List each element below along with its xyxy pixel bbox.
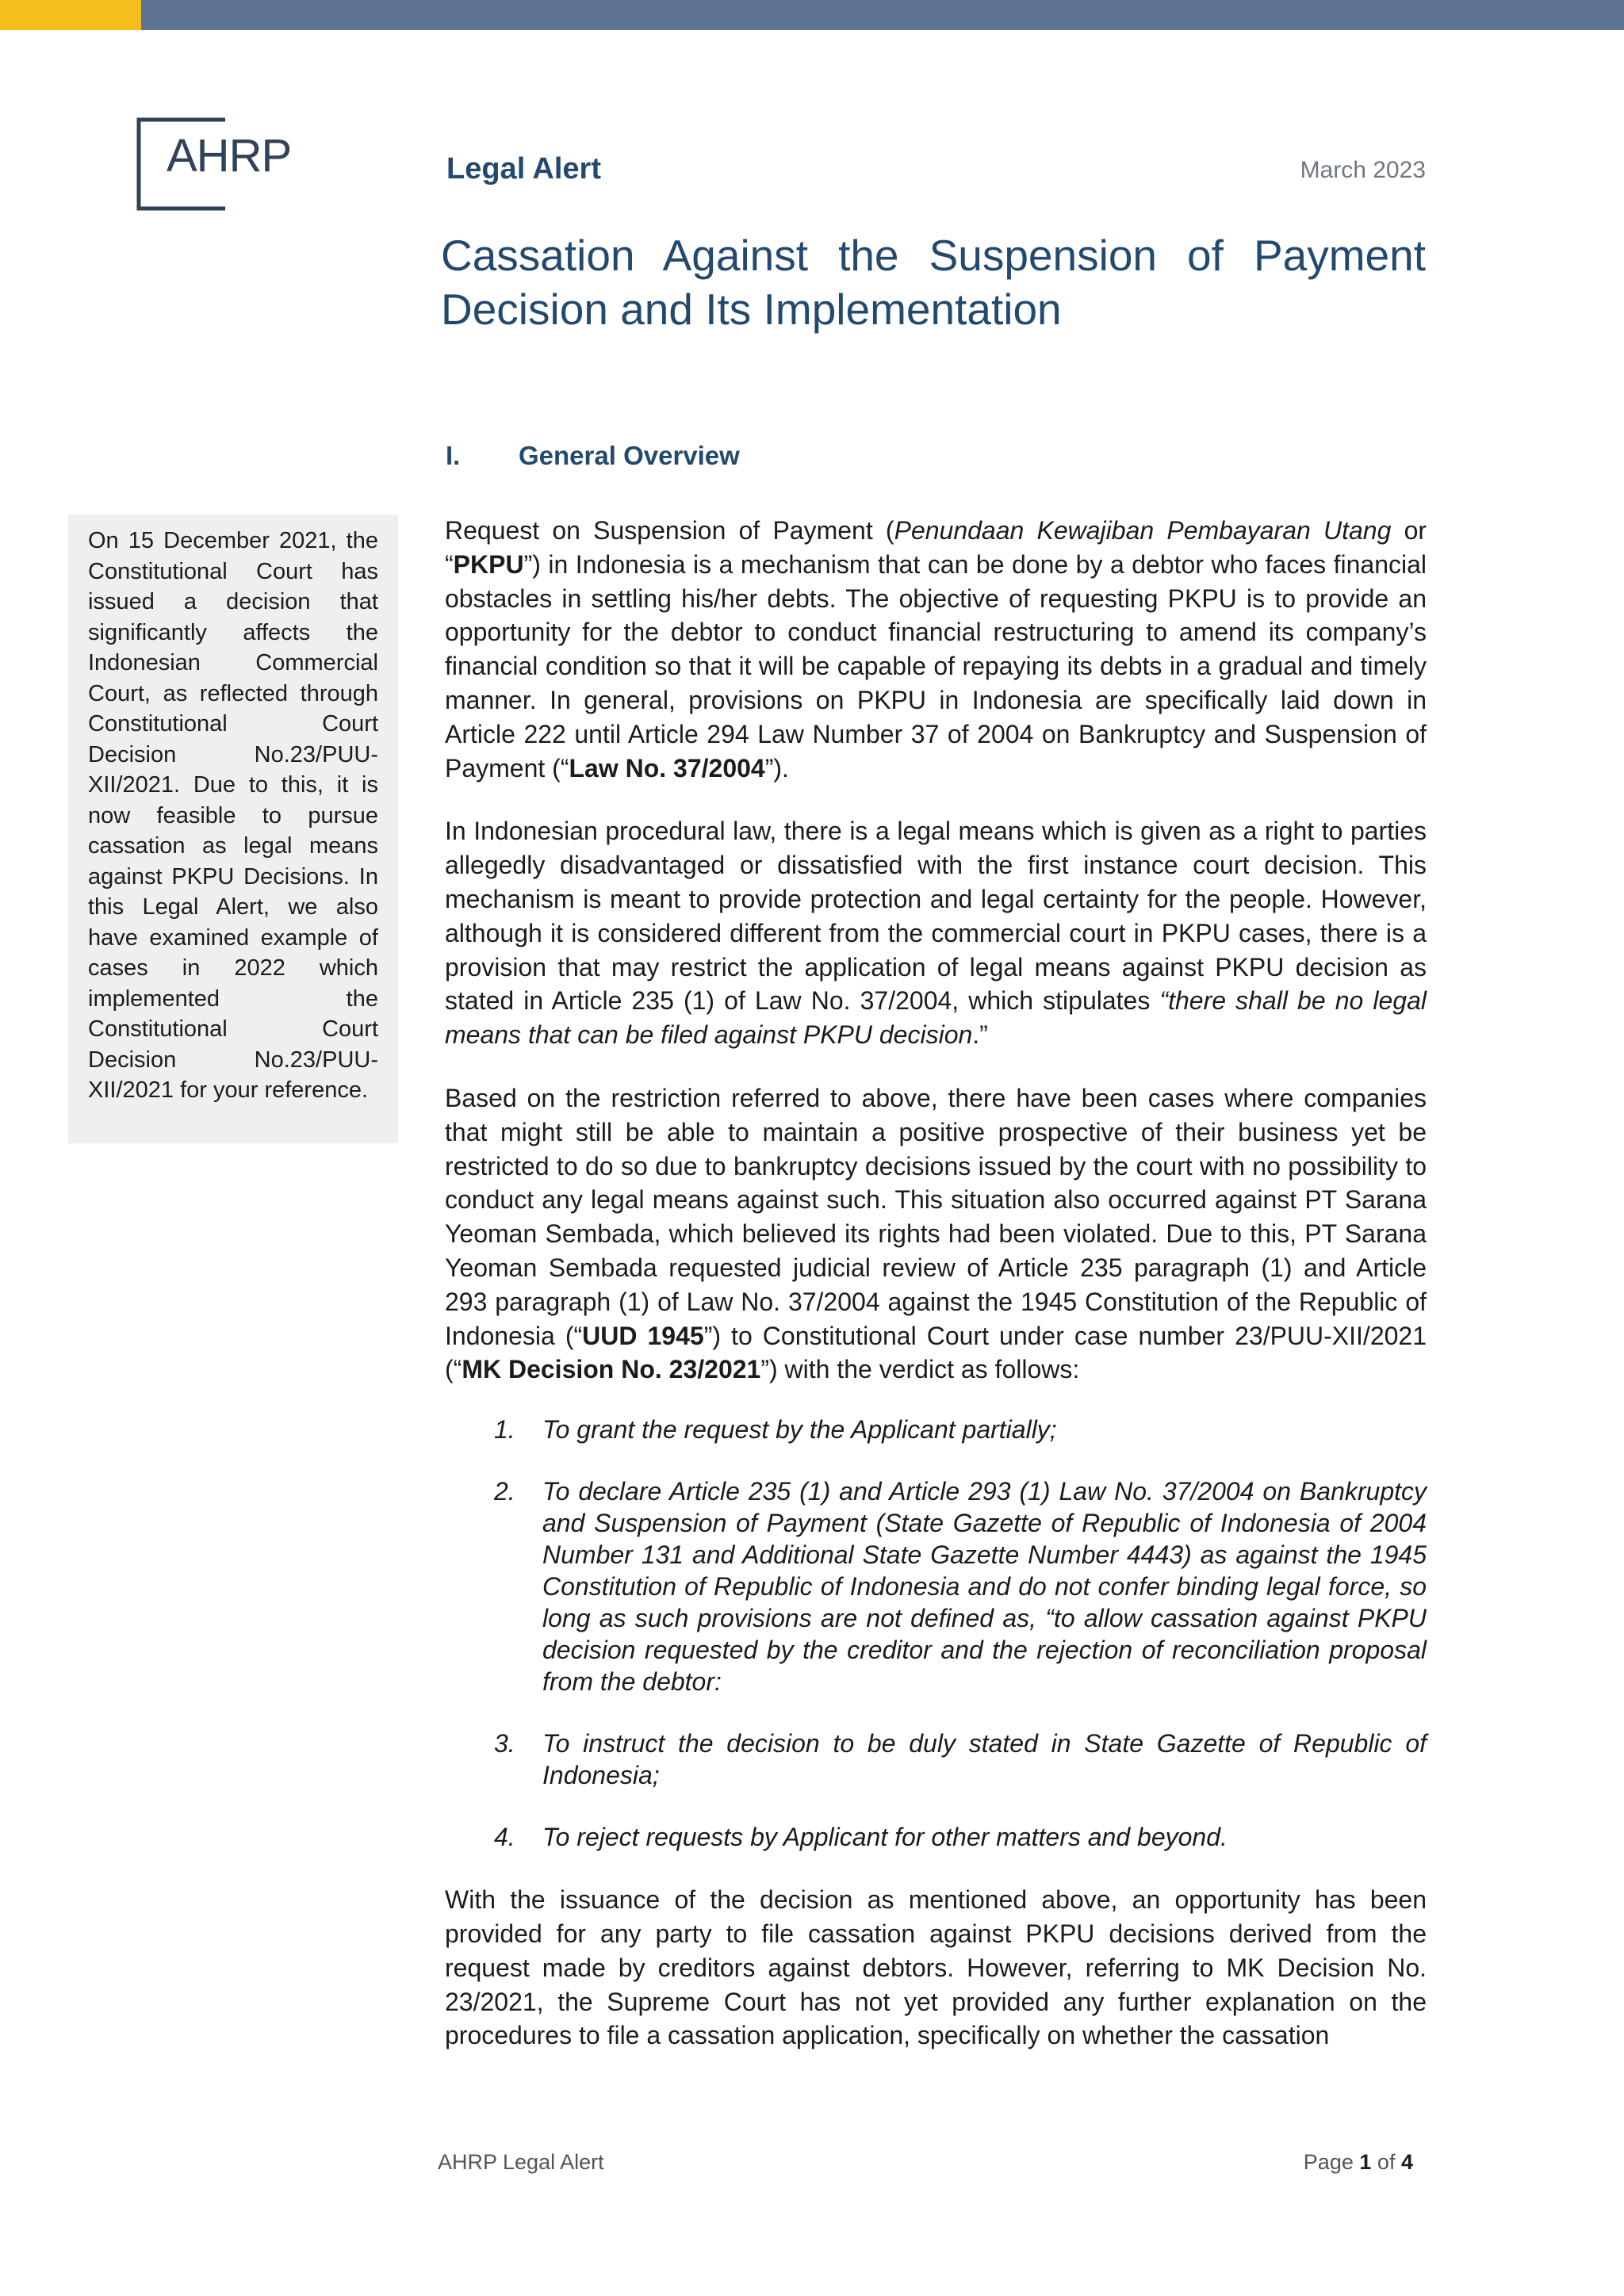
text-run-bold: Law No. 37/2004 [569, 753, 765, 783]
text-run: In Indonesian procedural law, there is a legal means which is given as a right to parties allegedly disadvantaged or dissatisfied with the first instance court decision. This mechanism is meant to provide protection and legal certainty for the people. However, although it is considered different from the commercial court in PKPU cases, there is a provision that may restrict the application of legal means against PKPU decision as stated in Article 235 (1) of Law No. 37/2004, which stipulates [445, 817, 1427, 1016]
footer-page-number [1304, 2150, 1413, 2175]
list-item [445, 1475, 1427, 1697]
list-item [445, 1821, 1427, 1853]
list-number: 3. [494, 1729, 515, 1758]
text-run-italic: Penundaan Kewajiban Pembayaran Utang [894, 516, 1392, 545]
list-number: 1. [494, 1415, 515, 1445]
paragraph-cassation-opportunity: With the issuance of the decision as mentioned above, an opportunity has been provided for any party to file cassation against PKPU decisions derived from the request made by creditors against debtors. However, referring to MK Decision No. 23/2021, the Supreme Court has not yet provided any further explanation on the procedures to file a cassation application, specifically on whether the cassation [445, 1885, 1427, 2050]
ahrp-logo [136, 117, 295, 211]
list-item [445, 1414, 1427, 1445]
list-text: To reject requests by Applicant for other matters and beyond. [542, 1823, 1228, 1852]
text-run: Request on Suspension of Payment ( [445, 516, 894, 545]
page-total: 4 [1400, 2150, 1413, 2174]
top-accent-bar [0, 0, 141, 30]
list-text: To instruct the decision to be duly stated in State Gazette of Republic of Indonesia; [542, 1729, 1427, 1790]
page-of: of [1377, 2150, 1396, 2174]
document-type-label: Legal Alert [446, 152, 601, 186]
text-run-bold: PKPU [453, 549, 524, 579]
section-title: General Overview [519, 441, 740, 470]
list-text: To declare Article 235 (1) and Article 293 (1) Law No. 37/2004 on Bankruptcy and Suspension of Payment (State Gazette of Republic of Indonesia of 2004 Number 131 and Additional State Gazette Number 4443) as against the 1945 Constitution of Republic of Indonesia and do not confer binding legal force, so long as such provisions are not defined as, “to allow cassation against PKPU decision requested by the creditor and the rejection of reconciliation proposal from the debtor: [542, 1477, 1427, 1697]
text-run: or “ [445, 516, 1427, 579]
verdict-list [445, 1414, 1427, 1853]
section-heading [446, 441, 740, 471]
list-number: 4. [494, 1823, 515, 1852]
text-run: Based on the restriction referred to above, there have been cases where companies that might still be able to maintain a positive prospective of their business yet be restricted to do so due to bankruptcy decisions issued by the court with no possibility to conduct any legal means against such. This situation also occurred against PT Sarana Yeoman Sembada, which believed its rights had been violated. Due to this, PT Sarana Yeoman Sembada requested judicial review of Article 235 paragraph (1) and Article 293 paragraph (1) of Law No. 37/2004 against the 1945 Constitution of the Republic of Indonesia (“ [445, 1083, 1427, 1350]
page-label: Page [1303, 2150, 1354, 2174]
list-item [445, 1728, 1427, 1791]
list-text: To grant the request by the Applicant partially; [542, 1415, 1057, 1445]
summary-sidebar [68, 515, 398, 1143]
paragraph-judicial-review [445, 1081, 1427, 1387]
text-run-bold: UUD 1945 [582, 1321, 704, 1350]
document-title: Cassation Against the Suspension of Payment Decision and Its Implementation [441, 231, 1426, 334]
sidebar-text: On 15 December 2021, the Constitutional Court has issued a decision that significantly affects the Indonesian Commercial Court, as reflected through Constitutional Court Decision No.23/PUU-XII/2021. Due to this, it is now feasible to pursue cassation as legal means against PKPU Decisions. In this Legal Alert, we also have examined example of cases in 2022 which implemented the Constitutional Court Decision No.23/PUU-XII/2021 for your reference. [88, 528, 378, 1103]
text-run-italic: “there shall be no legal means that can be filed against PKPU decision [445, 986, 1427, 1050]
paragraph-pkpu-intro [445, 514, 1427, 785]
text-run: .” [972, 1020, 988, 1050]
footer-publication: AHRP Legal Alert [438, 2150, 604, 2174]
text-run-bold: MK Decision No. 23/2021 [462, 1355, 761, 1384]
paragraph-legal-means [445, 814, 1427, 1052]
section-number: I. [446, 441, 461, 470]
text-run: ”). [764, 753, 789, 783]
text-run: ”) with the verdict as follows: [760, 1355, 1080, 1384]
text-run: ”) in Indonesia is a mechanism that can be done by a debtor who faces financial obstacles in settling his/her debts. The objective of requesting PKPU is to provide an opportunity for the debtor to conduct financial restructuring to amend its company’s financial condition so that it will be capable of repaying its debts in a gradual and timely manner. In general, provisions on PKPU in Indonesia are specifically laid down in Article 222 until Article 294 Law Number 37 of 2004 on Bankruptcy and Suspension of Payment (“ [445, 549, 1427, 783]
list-number: 2. [494, 1477, 515, 1506]
text-run: ”) to Constitutional Court under case number 23/PUU-XII/2021 (“ [445, 1321, 1427, 1384]
top-header-bar [141, 0, 1624, 30]
page-current: 1 [1359, 2150, 1372, 2174]
logo-text: AHRP [167, 133, 296, 179]
document-date: March 2023 [1300, 157, 1426, 183]
main-body [445, 514, 1427, 2053]
